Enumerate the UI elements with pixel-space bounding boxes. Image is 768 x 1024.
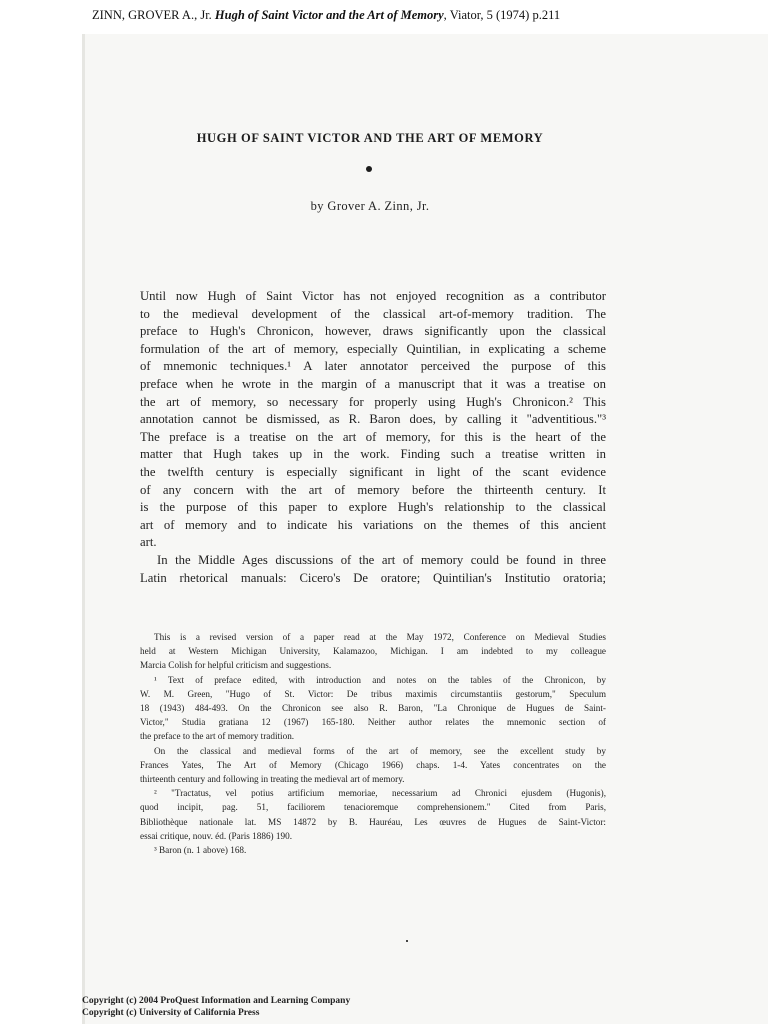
footnote-line: Bibliothèque nationale lat. MS 14872 by B. Hauréau, Les œuvres de Hugues de Saint-Victor: [140,816,606,827]
body-line: art of memory and to indicate his variations on the themes of this ancient [140,517,606,532]
footnote-line: ¹ Text of preface edited, with introduction and notes on the tables of the Chronicon, by [154,674,606,685]
footnote-line: ³ Baron (n. 1 above) 168. [154,845,247,856]
footnote-line: Marcia Colish for helpful criticism and suggestions. [140,660,332,671]
citation-source: , Viator, 5 (1974) p.211 [443,8,561,22]
citation-author: ZINN, GROVER A., Jr. [92,8,212,22]
footnotes [140,630,606,857]
scan-speck [406,940,408,942]
citation-header [92,8,560,23]
body-line: is the purpose of this paper to explore Hugh's relationship to the classical [140,500,606,515]
copyright-notice [82,995,350,1019]
footnote-line: Victor," Studia gratiana 12 (1967) 165-180. Neither author relates the mnemonic section of [140,717,606,728]
body-line: preface when he wrote in the margin of a manuscript that it was a treatise on [140,376,606,391]
citation-title: Hugh of Saint Victor and the Art of Memory [214,8,444,22]
footnote-line: held at Western Michigan University, Kalamazoo, Michigan. I am indebted to my colleague [140,646,606,657]
byline: by Grover A. Zinn, Jr. [310,199,430,213]
copyright-line-1: Copyright (c) 2004 ProQuest Information and Learning Company [82,996,351,1006]
footnote-line: W. M. Green, "Hugo of St. Victor: De tribus maximis circumstantiis gestorum," Speculum [140,688,606,699]
footnote-line: quod incipit, pag. 51, faciliorem tenacioremque comprehensionem." Cited from Paris, [140,802,606,813]
body-line: the twelfth century is especially significant in light of the scant evidence [140,464,606,479]
body-line: matter that Hugh takes up in the work. Finding such a treatise written in [140,447,606,462]
footnote-line: thirteenth century and following in treating the medieval art of memory. [140,774,405,785]
footnote-line: 18 (1943) 484-493. On the Chronicon see also R. Baron, "La Chronique de Hugues de Saint- [140,703,606,714]
footnote-line: essai critique, nouv. éd. (Paris 1886) 190. [140,830,292,841]
article-title: HUGH OF SAINT VICTOR AND THE ART OF MEMORY [196,131,544,145]
scan-edge [82,34,85,1024]
body-line: formulation of the art of memory, especially Quintilian, in explicating a scheme [140,341,606,356]
body-text [140,288,606,587]
footnote-line: Frances Yates, The Art of Memory (Chicago 1966) chaps. 1-4. Yates concentrates on the [140,759,606,770]
footnote-line: On the classical and medieval forms of the art of memory, see the excellent study by [154,745,606,756]
footnote-line: the preface to the art of memory tradition. [140,731,295,742]
body-line: to the medieval development of the classical art-of-memory tradition. The [140,306,606,321]
body-line: art. [140,535,157,550]
body-line: of mnemonic techniques.¹ A later annotator perceived the purpose of this [140,359,606,374]
body-line: annotation cannot be dismissed, as R. Baron does, by calling it "adventitious."³ [140,412,606,427]
body-line: of any concern with the art of memory before the thirteenth century. It [140,482,606,497]
body-line: Latin rhetorical manuals: Cicero's De oratore; Quintilian's Institutio oratoria; [140,570,606,585]
body-line: preface to Hugh's Chronicon, however, draws significantly upon the classical [140,324,606,339]
copyright-line-2: Copyright (c) University of California Press [82,1008,260,1018]
body-line: the art of memory, so necessary for properly using Hugh's Chronicon.² This [140,394,606,409]
title-bullet [366,166,372,172]
footnote-line: This is a revised version of a paper read at the May 1972, Conference on Medieval Studies [154,632,606,642]
body-line: The preface is a treatise on the art of memory, for this is the heart of the [140,429,606,444]
body-line: In the Middle Ages discussions of the art of memory could be found in three [157,552,606,567]
body-line: Until now Hugh of Saint Victor has not enjoyed recognition as a contributor [140,289,606,303]
footnote-line: ² "Tractatus, vel potius artificium memoriae, necessarium ad Chronici ejusdem (Hugonis), [154,788,606,799]
